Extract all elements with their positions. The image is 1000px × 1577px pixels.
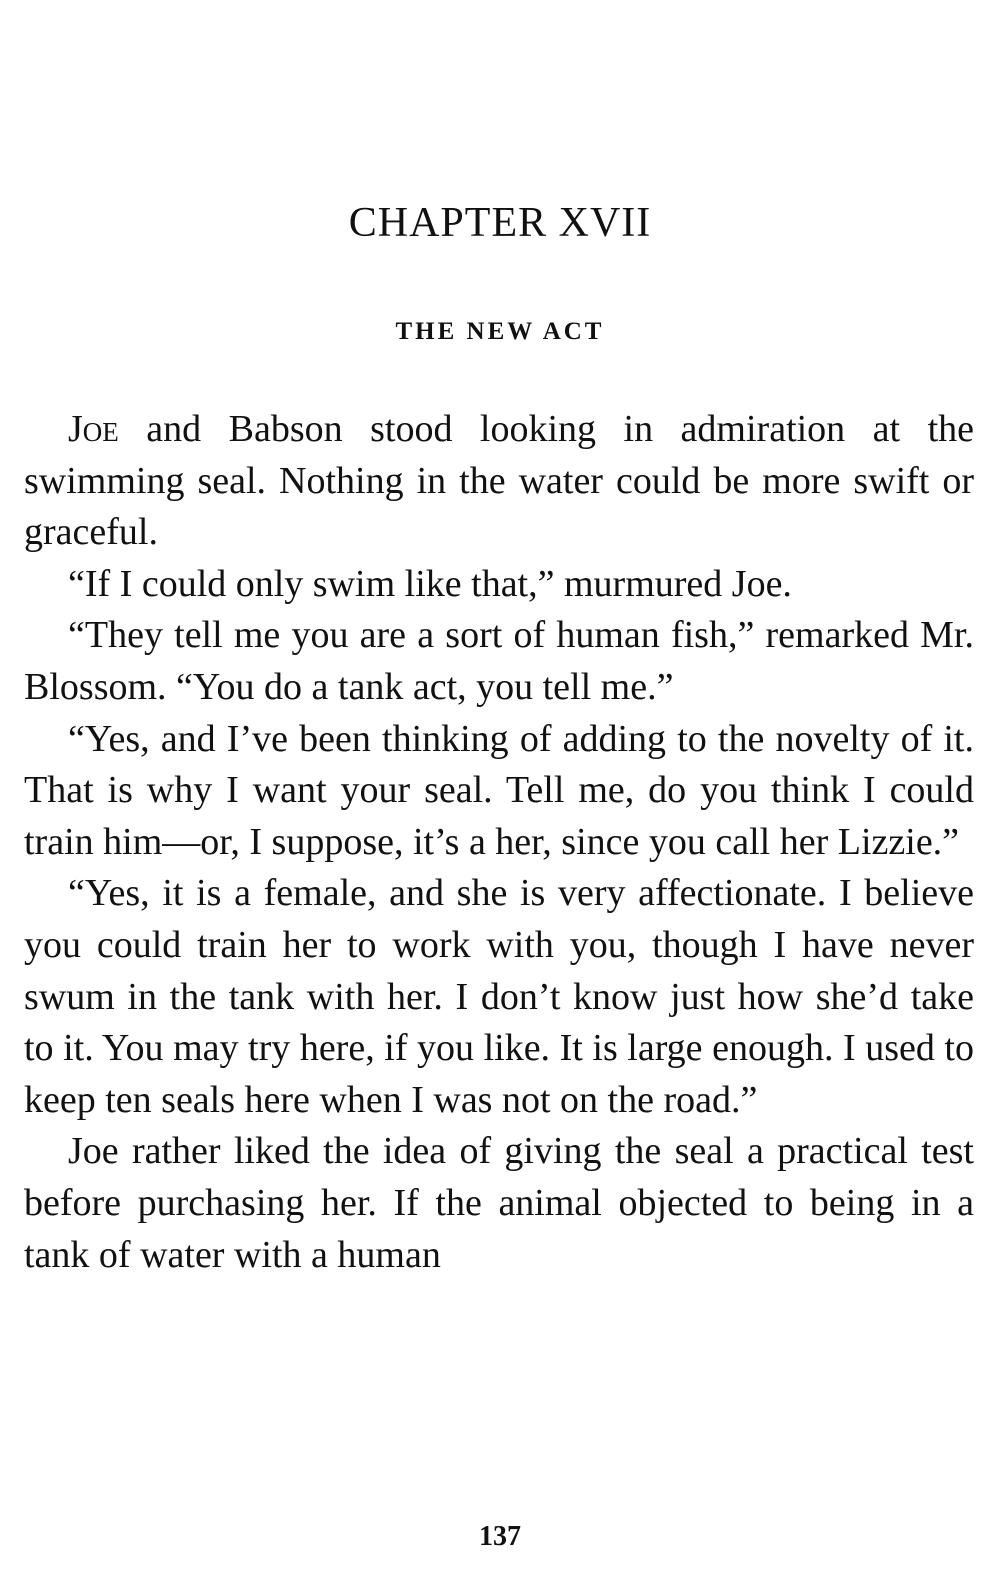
paragraph: “Yes, it is a female, and she is very affectionate. I believe you could train her to work with you, though I have never swum in the tank with her. I don’t know just how she’d take to it. You may try here, if you like. It is large enough. I used to keep ten seals here when I was not on the road.” bbox=[24, 872, 974, 1121]
chapter-body bbox=[24, 404, 974, 1281]
paragraph: Joe rather liked the idea of giving the seal a practical test before purchasing her. If the animal objected to being in a tank of water with a human bbox=[24, 1130, 974, 1276]
chapter-heading: CHAPTER XVII bbox=[348, 200, 652, 246]
paragraph-lead-word: Joe bbox=[68, 408, 119, 450]
paragraph bbox=[24, 404, 974, 559]
page-number: 137 bbox=[479, 1521, 521, 1552]
chapter-title: THE NEW ACT bbox=[395, 318, 605, 345]
paragraph: “They tell me you are a sort of human fish,” remarked Mr. Blossom. “You do a tank act, you tell me.” bbox=[24, 614, 974, 708]
paragraph: “If I could only swim like that,” murmured Joe. bbox=[68, 562, 792, 605]
paragraph: “Yes, and I’ve been thinking of adding to the novelty of it. That is why I want your seal. Tell me, do you think I could train him—or, I suppose, it’s a her, since you call her Lizzie.” bbox=[24, 717, 974, 863]
paragraph-text: and Babson stood looking in admiration at the swimming seal. Nothing in the water could be more swift or graceful. bbox=[24, 408, 974, 554]
